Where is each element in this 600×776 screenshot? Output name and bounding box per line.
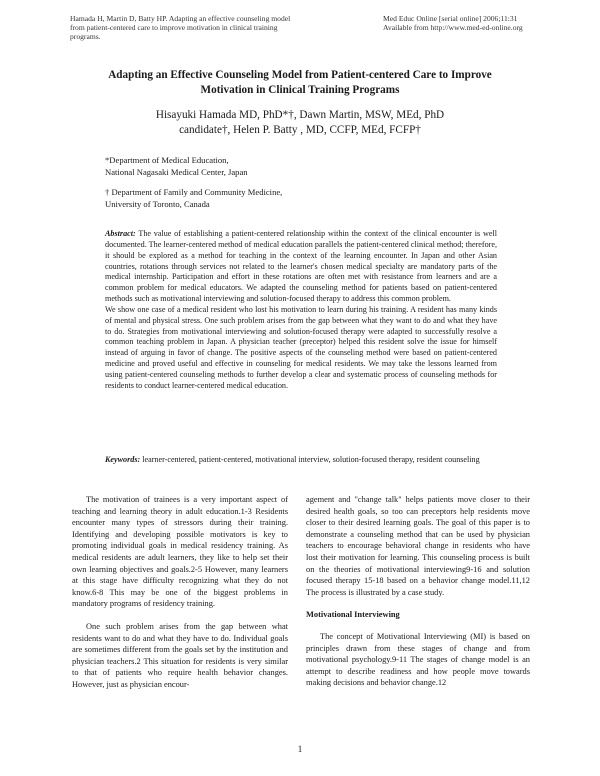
page-number: 1 <box>297 744 303 754</box>
affiliation-1-line-2: National Nagasaki Medical Center, Japan <box>105 167 248 177</box>
author-line-2: candidate†, Helen P. Batty , MD, CCFP, MEd, FCFP† <box>179 123 421 136</box>
body-paragraph: One such problem arises from the gap between what residents want to do and what they have to do. Individual goals are sometimes different from the goals set by the institution and physician teachers.2 This situation for residents is very similar to that of patients who require health behavior changes. However, just as physician encour- <box>72 621 288 689</box>
article-title: Adapting an Effective Counseling Model from Patient-centered Care to Improve Motivation in Clinical Training Programs <box>108 69 492 96</box>
body-paragraph: The motivation of trainees is a very important aspect of teaching and learning theory in adult education.1-3 Residents encounter many types of stressors during their training. Identifying and developing possible motivators is key to promoting individual goals in medical residency training. As medical residents are adult learners, they like to help set their own learning objectives and goals.2-5 However, many learners at this stage have difficulty recognizing what they do not know.6-8 This may be one of the biggest problems in mandatory programs of residency training. <box>72 495 288 609</box>
affiliation-1-line-1: *Department of Medical Education, <box>105 155 229 165</box>
author-line-1: Hisayuki Hamada MD, PhD*†, Dawn Martin, MSW, MEd, PhD <box>155 109 445 121</box>
affiliation-2-line-2: University of Toronto, Canada <box>105 199 210 209</box>
abstract-label: Abstract: <box>105 229 136 238</box>
affiliation-2-line-1: † Department of Family and Community Medicine, <box>105 187 283 197</box>
affiliation-2 <box>105 186 405 210</box>
running-header-citation: Hamada H, Martin D, Batty HP. Adapting an effective counseling model from patient-centered care to improve motivation in clinical training programs. <box>70 14 291 41</box>
body-column-left <box>72 494 288 691</box>
body-paragraph: The concept of Motivational Interviewing (MI) is based on principles drawn from these stages of change and from motivational psychology.9-11 The stages of change model is an attempt to describe readiness and how people move towards making decisions and behavior change.12 <box>306 631 530 688</box>
abstract-paragraph-1 <box>105 229 497 305</box>
keywords-text: learner-centered, patient-centered, motivational interview, solution-focused therapy, resident counseling <box>142 455 480 464</box>
author-list <box>90 108 510 137</box>
abstract-text-1: The value of establishing a patient-centered relationship within the context of the clinical encounter is well documented. The learner-centered method of medical education parallels the patient-centered clinical method; therefore, it should be explored as a method for teaching in the context of the learning encounter. In Japan and other Asian countries, rotations through services not related to the learner's chosen medical specialty are mandatory parts of the medical internship. Participation and effort in these rotations are often met with resistance from learners and are a common problem for medical educators. We adapted the counseling method for patients based on patient-centered methods such as motivational interviewing and solution-focused therapy to address this common problem. <box>105 229 497 304</box>
body-column-right <box>306 494 530 689</box>
affiliation-1 <box>105 154 405 178</box>
section-heading: Motivational Interviewing <box>306 610 400 620</box>
keywords <box>105 455 497 466</box>
running-header-journal: Med Educ Online [serial online] 2006;11:31 Available from http://www.med-ed-online.org <box>383 14 523 32</box>
keywords-label: Keywords: <box>105 455 141 464</box>
abstract-paragraph-2: We show one case of a medical resident who lost his motivation to learn during his training. A resident has many kinds of mental and physical stress. One such problem arises from the gap between what they want to do and what they have to do. Strategies from motivational interviewing and solution-focused therapy were adapted to successfully resolve a common teaching problem in Japan. A physician teacher (preceptor) helped this resident solve the issue for himself instead of arguing in favor of change. The positive aspects of the counseling method were based on patient-centered medicine and proved useful and effective in counseling for medical residents. We may take the lessons learned from using patient-centered counseling methods to further develop a clear and systematic process of counseling methods for residents to conduct learner-centered medical education. <box>105 304 497 390</box>
body-paragraph: agement and "change talk" helps patients move closer to their desired health goals, so too can preceptors help residents move closer to their desired learning goals. The goal of this paper is to demonstrate a counseling method that can be used by physician teachers to encourage behavioral change in residents who have lost their motivation for learning. This counseling process is built on the theories of motivational interviewing9-16 and solution focused therapy 15-18 based on a behavior change model.11,12 The process is illustrated by a case study. <box>306 495 530 597</box>
abstract <box>105 229 497 392</box>
